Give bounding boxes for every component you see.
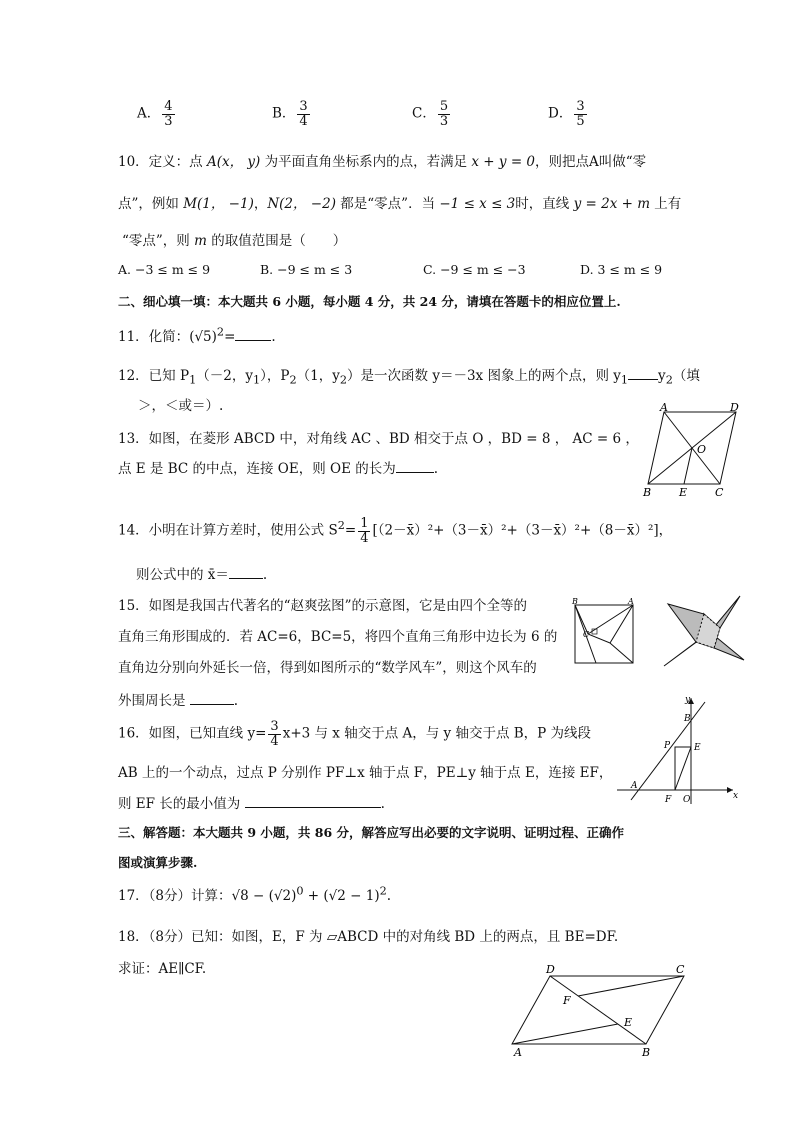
parallelogram-figure <box>508 960 698 1060</box>
q9-option-c: C． $\frac{5}{3}$ <box>412 99 449 129</box>
graph-label-y: y <box>685 695 691 705</box>
q10-line3: “零点”，则 m 的取值范围是（ ） <box>122 233 347 249</box>
q15-line4: 外围周长是 . <box>118 693 239 709</box>
q10-option-c: C. −9 ≤ m ≤ −3 <box>423 262 526 277</box>
q12-line2: ＞，＜或＝）. <box>138 398 224 414</box>
rhombus-label-e: E <box>679 486 688 499</box>
zhao-label-a: A <box>628 597 634 606</box>
rhombus-label-d: D <box>730 401 739 414</box>
graph-label-p: P <box>664 741 671 751</box>
zhao-label-b: B <box>572 597 578 606</box>
section-2-heading: 二、细心填一填：本大题共 6 小题，每小题 4 分，共 24 分，请填在答题卡的相应位置上. <box>118 294 621 309</box>
graph-label-a: A <box>631 781 638 791</box>
rhombus-label-o: O <box>697 443 707 456</box>
para-label-a: A <box>514 1046 522 1059</box>
para-label-d: D <box>546 963 555 976</box>
zhao-label-c: C <box>583 630 590 639</box>
para-label-f: F <box>563 994 571 1007</box>
rhombus-label-b: B <box>643 486 652 499</box>
line-graph-figure <box>615 692 743 810</box>
q15-line2: 直角三角形围成的．若 AC=6，BC=5，将四个直角三角形中边长为 6 的 <box>118 629 558 645</box>
q14-line1: 14．小明在计算方差时，使用公式 $S^2=$ $\frac{1}{4}$ [（2－x̄）²+（3－x̄）²+（3－x̄）²+（8－x̄）²]， <box>118 516 673 546</box>
q17: 17．（8分）计算：$√8 - (√2)^0 + (√2 - 1)^2$. <box>118 884 392 904</box>
para-label-e: E <box>624 1016 633 1029</box>
q10-option-a: A. −3 ≤ m ≤ 9 <box>118 262 211 277</box>
para-label-b: B <box>642 1046 651 1059</box>
graph-label-b: B <box>684 714 691 724</box>
q16-line2: AB 上的一个动点，过点 P 分别作 PF⊥x 轴于点 F，PE⊥y 轴于点 E，连接 EF， <box>118 765 613 781</box>
para-label-c: C <box>676 963 685 976</box>
q9-option-a: A． $\frac{4}{3}$ <box>137 99 173 129</box>
q10-option-b: B. −9 ≤ m ≤ 3 <box>260 262 353 277</box>
q9-option-d: D． $\frac{3}{5}$ <box>548 99 585 129</box>
section-3-heading-line2: 图或演算步骤. <box>118 855 198 870</box>
q18-line2: 求证：AE∥CF. <box>118 961 207 977</box>
rhombus-label-a: A <box>660 401 668 414</box>
q10-option-d: D. 3 ≤ m ≤ 9 <box>580 262 663 277</box>
q10-line1: 10．定义：点 A(x， y) 为平面直角坐标系内的点，若满足 x + y = 0，则把点A叫做“零 <box>118 154 647 170</box>
rhombus-figure <box>640 400 750 500</box>
q11: 11．化简：$(√5)^2=$ . <box>118 325 276 345</box>
q10-line2: 点”，例如 M(1， −1)，N(2， −2) 都是“零点”．当 −1 ≤ x ≤ 3时，直线 y = 2x + m 上有 <box>118 196 682 212</box>
section-3-heading-line1: 三、解答题：本大题共 9 小题，共 86 分，解答应写出必要的文字说明、证明过程、正确作 <box>118 825 625 840</box>
q12-line1: 12．已知 $P_1(-2$，$y_1$），$P_2(1$，$y_2$）是一次函数 y＝－3x 图象上的两个点，则 $y_1$ $y_2$（填 <box>118 368 700 387</box>
q14-line2: 则公式中的 x̄＝ . <box>136 567 268 583</box>
graph-label-f: F <box>665 795 672 805</box>
math-windmill-figure <box>660 592 750 672</box>
graph-label-o: O <box>683 795 691 805</box>
zhao-shuang-diagram <box>570 596 640 668</box>
q18-line1: 18．（8分）已知：如图，E，F 为 ▱ABCD 中的对角线 BD 上的两点，且 BE=DF. <box>118 929 619 945</box>
q15-line3: 直角边分别向外延长一倍，得到如图所示的“数学风车”，则这个风车的 <box>118 660 537 676</box>
q13-line1: 13．如图，在菱形 ABCD 中，对角线 AC 、BD 相交于点 O ，BD = 8 ， AC = 6 ， <box>118 431 639 447</box>
q15-line1: 15．如图是我国古代著名的“赵爽弦图”的示意图，它是由四个全等的 <box>118 598 527 614</box>
q13-line2: 点 E 是 BC 的中点，连接 OE，则 OE 的长为 . <box>118 461 439 477</box>
rhombus-label-c: C <box>715 486 724 499</box>
graph-label-e: E <box>694 743 701 753</box>
q16-line3: 则 EF 长的最小值为 . <box>118 796 385 812</box>
graph-label-x: x <box>733 791 739 801</box>
q9-option-b: B． $\frac{3}{4}$ <box>272 99 308 129</box>
q16-line1: 16．如图，已知直线 y= $\frac{3}{4}$ x+3 与 x 轴交于点 A，与 y 轴交于点 B，P 为线段 <box>118 719 592 749</box>
